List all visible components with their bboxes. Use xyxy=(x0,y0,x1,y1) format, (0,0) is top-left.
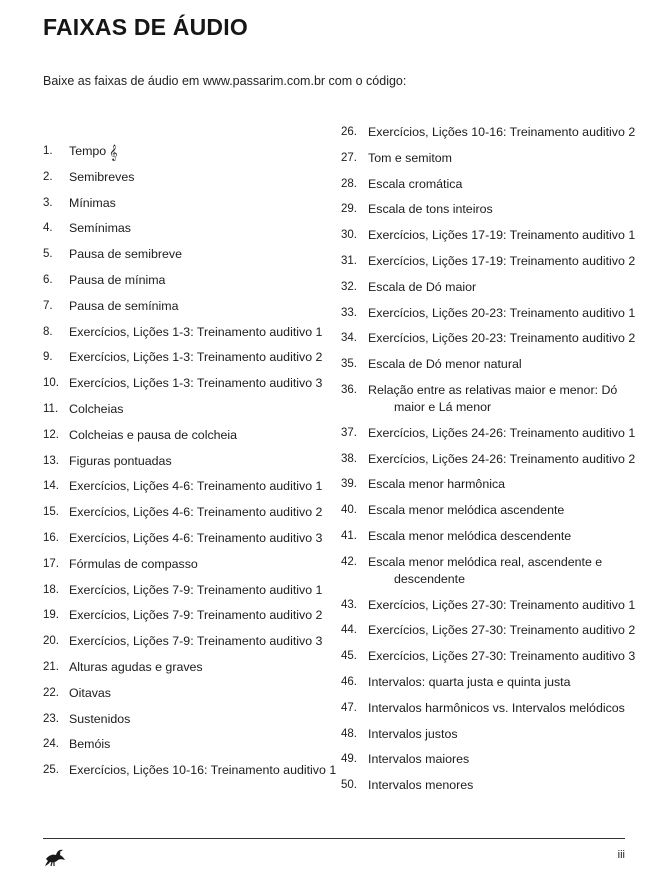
track-title xyxy=(368,726,641,743)
track-item xyxy=(341,305,641,322)
track-title xyxy=(368,622,641,639)
track-item xyxy=(341,648,641,665)
track-number: 38. xyxy=(341,452,357,465)
track-title xyxy=(69,220,343,237)
track-number: 2. xyxy=(43,170,53,183)
bird-logo-icon xyxy=(43,845,67,867)
track-title xyxy=(368,124,641,141)
track-title-text: Exercícios, Lições 17-19: Treinamento auditivo 1 xyxy=(368,228,636,243)
track-number: 24. xyxy=(43,738,59,751)
track-item xyxy=(43,633,343,650)
track-item xyxy=(341,330,641,347)
track-title xyxy=(368,528,641,545)
track-number: 10. xyxy=(43,377,59,390)
page-title: FAIXAS DE ÁUDIO xyxy=(43,14,248,40)
track-item xyxy=(43,427,343,444)
track-item xyxy=(43,582,343,599)
track-number: 50. xyxy=(341,779,357,792)
track-title-text: Exercícios, Lições 17-19: Treinamento auditivo 2 xyxy=(368,253,636,268)
track-item xyxy=(341,777,641,794)
track-title-text: Fórmulas de compasso xyxy=(69,556,198,571)
track-item xyxy=(43,324,343,341)
track-title xyxy=(69,711,343,728)
track-number: 22. xyxy=(43,686,59,699)
treble-clef-icon: 𝄞 xyxy=(109,144,118,160)
track-title-text: Exercícios, Lições 20-23: Treinamento auditivo 2 xyxy=(368,331,636,346)
track-title xyxy=(69,246,343,263)
track-item xyxy=(43,659,343,676)
track-title-text: Exercícios, Lições 7-9: Treinamento auditivo 1 xyxy=(69,582,323,597)
track-item xyxy=(341,726,641,743)
track-title-text: Intervalos menores xyxy=(368,778,474,793)
track-title-text: Exercícios, Lições 10-16: Treinamento auditivo 1 xyxy=(69,763,337,778)
track-title-text: Exercícios, Lições 10-16: Treinamento auditivo 2 xyxy=(368,125,636,139)
track-title-text: Pausa de semibreve xyxy=(69,247,182,262)
track-title-text: Mínimas xyxy=(69,195,116,210)
track-item xyxy=(341,476,641,493)
track-number: 36. xyxy=(341,383,357,396)
track-title xyxy=(368,356,641,373)
track-item xyxy=(43,607,343,624)
track-item xyxy=(43,530,343,547)
track-title xyxy=(69,478,343,495)
track-number: 13. xyxy=(43,454,59,467)
track-title-text: Semínimas xyxy=(69,221,131,236)
track-title xyxy=(69,659,343,676)
track-title xyxy=(69,530,343,547)
track-title xyxy=(368,279,641,296)
track-title-text: Bemóis xyxy=(69,737,111,752)
track-title-text: Semibreves xyxy=(69,169,135,184)
track-title-text: Intervalos harmônicos vs. Intervalos melódicos xyxy=(368,700,625,715)
track-title-text: Exercícios, Lições 7-9: Treinamento auditivo 3 xyxy=(69,634,323,649)
track-number: 30. xyxy=(341,229,357,242)
track-number: 48. xyxy=(341,727,357,740)
track-title xyxy=(69,504,343,521)
track-item xyxy=(43,298,343,315)
track-number: 49. xyxy=(341,753,357,766)
track-title-text: Tom e semitom xyxy=(368,150,452,165)
track-title-text: Pausa de mínima xyxy=(69,272,166,287)
track-title-text: Exercícios, Lições 1-3: Treinamento auditivo 1 xyxy=(69,324,323,339)
track-title-text: Exercícios, Lições 7-9: Treinamento auditivo 2 xyxy=(69,608,323,623)
track-title xyxy=(368,425,641,442)
track-number: 46. xyxy=(341,675,357,688)
track-number: 42. xyxy=(341,555,357,568)
track-title xyxy=(368,476,641,493)
track-number: 3. xyxy=(43,196,53,209)
footer-divider xyxy=(43,838,625,839)
track-title xyxy=(69,143,343,160)
track-number: 34. xyxy=(341,332,357,345)
track-number: 44. xyxy=(341,624,357,637)
track-item xyxy=(341,502,641,519)
track-number: 6. xyxy=(43,273,53,286)
track-number: 41. xyxy=(341,529,357,542)
track-list-right xyxy=(341,124,641,803)
track-item xyxy=(43,504,343,521)
track-title xyxy=(69,762,343,779)
track-title xyxy=(69,349,343,366)
track-title xyxy=(69,607,343,624)
track-title xyxy=(69,736,343,753)
track-title-text: Exercícios, Lições 24-26: Treinamento auditivo 2 xyxy=(368,451,636,466)
track-title-text: Sustenidos xyxy=(69,711,131,726)
track-item xyxy=(43,143,343,160)
track-title xyxy=(368,777,641,794)
track-title-text: Figuras pontuadas xyxy=(69,453,172,468)
track-title xyxy=(69,556,343,573)
track-title-text: Exercícios, Lições 20-23: Treinamento auditivo 1 xyxy=(368,305,636,320)
track-number: 27. xyxy=(341,151,357,164)
track-item xyxy=(43,375,343,392)
track-title-text: Intervalos justos xyxy=(368,726,458,741)
track-title-text: Relação entre as relativas maior e menor: Dó xyxy=(368,382,618,397)
track-item xyxy=(341,425,641,442)
page-number: iii xyxy=(617,849,625,861)
track-title-text: Pausa de semínima xyxy=(69,298,179,313)
track-title-text: Intervalos maiores xyxy=(368,752,470,767)
track-item xyxy=(43,762,343,779)
track-number: 20. xyxy=(43,635,59,648)
track-title xyxy=(368,597,641,614)
track-item xyxy=(43,195,343,212)
track-title xyxy=(368,227,641,244)
track-title xyxy=(69,298,343,315)
track-title-text: Exercícios, Lições 1-3: Treinamento auditivo 3 xyxy=(69,376,323,391)
track-item xyxy=(341,382,641,416)
track-title xyxy=(69,324,343,341)
track-item xyxy=(43,349,343,366)
track-number: 21. xyxy=(43,660,59,673)
track-list-left xyxy=(43,143,343,788)
track-title-text: Exercícios, Lições 4-6: Treinamento auditivo 2 xyxy=(69,505,323,520)
track-number: 43. xyxy=(341,598,357,611)
track-number: 15. xyxy=(43,506,59,519)
track-title xyxy=(368,382,641,416)
track-item xyxy=(43,556,343,573)
track-title-text: Exercícios, Lições 4-6: Treinamento auditivo 3 xyxy=(69,530,323,545)
track-number: 4. xyxy=(43,222,53,235)
track-item xyxy=(43,711,343,728)
track-title xyxy=(69,685,343,702)
track-item xyxy=(43,246,343,263)
track-title xyxy=(368,674,641,691)
track-item xyxy=(43,478,343,495)
track-item xyxy=(341,451,641,468)
track-number: 17. xyxy=(43,557,59,570)
track-title xyxy=(368,330,641,347)
track-title xyxy=(368,700,641,717)
track-item xyxy=(43,401,343,418)
track-title xyxy=(69,195,343,212)
track-number: 23. xyxy=(43,712,59,725)
track-title-text: Escala de tons inteiros xyxy=(368,202,493,217)
track-title xyxy=(368,554,641,588)
track-number: 32. xyxy=(341,280,357,293)
track-title xyxy=(368,150,641,167)
track-title-text: Escala menor melódica descendente xyxy=(368,528,572,543)
track-number: 9. xyxy=(43,351,53,364)
track-title-text: Exercícios, Lições 27-30: Treinamento auditivo 3 xyxy=(368,649,636,664)
track-number: 35. xyxy=(341,358,357,371)
track-item xyxy=(43,169,343,186)
track-item xyxy=(43,220,343,237)
track-item xyxy=(43,453,343,470)
track-title xyxy=(368,305,641,322)
track-item xyxy=(341,554,641,588)
track-number: 28. xyxy=(341,177,357,190)
track-item xyxy=(341,124,641,141)
track-item xyxy=(341,622,641,639)
track-number: 33. xyxy=(341,306,357,319)
track-item xyxy=(341,751,641,768)
track-number: 47. xyxy=(341,701,357,714)
track-number: 37. xyxy=(341,426,357,439)
track-item xyxy=(43,736,343,753)
track-title-text: Escala menor melódica ascendente xyxy=(368,503,565,518)
track-title-text: Intervalos: quarta justa e quinta justa xyxy=(368,674,571,689)
track-title xyxy=(368,648,641,665)
track-number: 5. xyxy=(43,248,53,261)
track-title-text: Exercícios, Lições 1-3: Treinamento auditivo 2 xyxy=(69,350,323,365)
track-title-text: Exercícios, Lições 27-30: Treinamento auditivo 2 xyxy=(368,623,636,638)
track-title xyxy=(69,582,343,599)
track-number: 1. xyxy=(43,145,53,157)
track-title-continuation: descendente xyxy=(394,571,465,586)
track-title-text: Escala menor harmônica xyxy=(368,477,506,492)
track-title xyxy=(69,427,343,444)
track-title-text: Colcheias e pausa de colcheia xyxy=(69,427,238,442)
track-item xyxy=(341,279,641,296)
track-title xyxy=(368,502,641,519)
track-number: 11. xyxy=(43,402,59,415)
track-title xyxy=(368,751,641,768)
track-item xyxy=(43,685,343,702)
track-number: 25. xyxy=(43,764,59,777)
track-number: 12. xyxy=(43,428,59,441)
track-item xyxy=(341,150,641,167)
track-number: 39. xyxy=(341,478,357,491)
track-title xyxy=(69,633,343,650)
track-title-text: Colcheias xyxy=(69,401,124,416)
track-title-text: Oitavas xyxy=(69,685,112,700)
track-number: 45. xyxy=(341,650,357,663)
track-item xyxy=(341,528,641,545)
track-title-text: Escala de Dó menor natural xyxy=(368,357,522,372)
track-number: 31. xyxy=(341,254,357,267)
track-title-text: Escala cromática xyxy=(368,176,463,191)
track-item xyxy=(341,597,641,614)
track-number: 29. xyxy=(341,203,357,216)
track-title xyxy=(368,176,641,193)
track-title xyxy=(69,272,343,289)
track-number: 26. xyxy=(341,126,357,138)
track-title xyxy=(69,169,343,186)
track-title xyxy=(69,401,343,418)
track-title xyxy=(368,451,641,468)
track-number: 40. xyxy=(341,504,357,517)
track-item xyxy=(341,227,641,244)
track-title-text: Tempo xyxy=(69,144,107,158)
track-item xyxy=(341,700,641,717)
track-number: 19. xyxy=(43,609,59,622)
track-item xyxy=(43,272,343,289)
track-number: 18. xyxy=(43,583,59,596)
track-item xyxy=(341,253,641,270)
track-title-text: Escala menor melódica real, ascendente e xyxy=(368,554,603,569)
track-number: 8. xyxy=(43,325,53,338)
track-title-text: Exercícios, Lições 4-6: Treinamento auditivo 1 xyxy=(69,479,323,494)
track-item xyxy=(341,356,641,373)
track-title-text: Alturas agudas e graves xyxy=(69,659,203,674)
track-item xyxy=(341,201,641,218)
track-title xyxy=(368,201,641,218)
track-item xyxy=(341,176,641,193)
track-number: 16. xyxy=(43,531,59,544)
track-title xyxy=(368,253,641,270)
track-item xyxy=(341,674,641,691)
track-title-text: Escala de Dó maior xyxy=(368,279,477,294)
intro-text: Baixe as faixas de áudio em www.passarim.com.br com o código: xyxy=(43,74,407,88)
track-number: 7. xyxy=(43,299,53,312)
track-title xyxy=(69,453,343,470)
track-title xyxy=(69,375,343,392)
track-number: 14. xyxy=(43,480,59,493)
track-title-continuation: maior e Lá menor xyxy=(394,399,492,414)
track-title-text: Exercícios, Lições 27-30: Treinamento auditivo 1 xyxy=(368,597,636,612)
track-title-text: Exercícios, Lições 24-26: Treinamento auditivo 1 xyxy=(368,425,636,440)
